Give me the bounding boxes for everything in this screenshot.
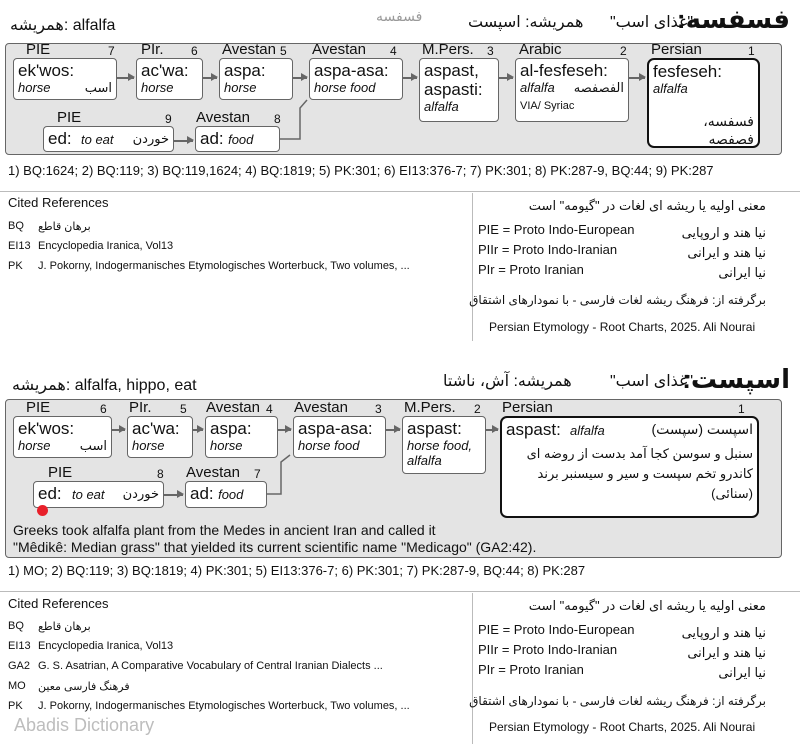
entry2-ref-abbr-5: PK [8, 700, 23, 712]
entry2-legend-abbr-2: PIIr = Proto Indo-Iranian [478, 642, 618, 657]
entry1-ref-text-3: J. Pokorny, Indogermanisches Etymologisches Worterbuck, Two volumes, ... [38, 260, 410, 272]
entry1-lang-4: Avestan [312, 41, 366, 58]
entry1-num-4: 4 [390, 44, 397, 58]
entry2-legend-divider [472, 593, 473, 744]
entry1-node-arabic [515, 58, 629, 122]
entry2-node-pie-gloss: horse [18, 438, 51, 453]
entry2-ref-text-3: G. S. Asatrian, A Comparative Vocabulary of Central Iranian Dialects ... [38, 660, 383, 672]
entry1-node-ad [195, 126, 280, 152]
entry1-num-6: 2 [620, 44, 627, 58]
entry2-lower-num-1: 8 [157, 467, 164, 481]
entry1-node-persian [647, 58, 760, 148]
entry2-node-persian-word: aspast: [506, 420, 561, 439]
entry2-legend-abbr-1: PIE = Proto Indo-European [478, 622, 635, 637]
entry2-node-persian-gloss: alfalfa [570, 423, 605, 438]
entry2-legend-source-fa: برگرفته از: فرهنگ ریشه لغات فارسی - با نمودارهای اشتقاق [469, 694, 766, 708]
entry1-node-pir-word: ac'wa: [141, 61, 189, 80]
entry2-node-mpers-word: aspast: [407, 419, 462, 438]
entry1-ref-text-2: Encyclopedia Iranica, Vol13 [38, 240, 174, 252]
entry2-node-pie-word: ek'wos: [18, 419, 75, 438]
entry2-lower-lang-2: Avestan [186, 464, 240, 481]
entry1-node-ed [43, 126, 174, 152]
entry1-lang-5: M.Pers. [422, 41, 474, 58]
entry1-lang-1: PIE [26, 41, 51, 58]
entry1-refs-title: Cited References [8, 195, 109, 210]
entry2-title: اسپست: [682, 364, 790, 394]
entry2-arrow-7 [164, 494, 183, 496]
entry2-legend-fa-1: نیا هند و اروپایی [681, 625, 766, 640]
entry1-lang-3: Avestan [222, 41, 276, 58]
entry2-cognates: همریشه: آش، ناشتا [443, 373, 572, 390]
entry2-node-pir-gloss: horse [132, 438, 165, 453]
entry1-ref-abbr-1: BQ [8, 220, 24, 232]
entry1-legend-fa-2: نیا هند و ایرانی [687, 245, 766, 260]
entry1-num-7: 1 [748, 44, 755, 58]
entry2-node-avestan-aspa-gloss: horse [210, 438, 243, 453]
entry1-alt-spelling: فسفسه [376, 8, 423, 24]
entry2-node-avestan-aspaasa-word: aspa-asa: [298, 419, 373, 438]
entry1-node-persian-fa2: فصفصه [708, 131, 754, 147]
entry2-arrow-5 [486, 429, 498, 431]
entry2-node-avestan-aspaasa [293, 416, 386, 458]
entry2-node-pie [13, 416, 112, 458]
entry1-node-arabic-gloss: alfalfa [520, 80, 555, 95]
entry2-node-ad [185, 481, 267, 508]
entry2-num-4: 3 [375, 402, 382, 416]
entry1-ref-abbr-2: EI13 [8, 240, 31, 252]
entry2-node-persian [500, 416, 759, 518]
entry2-left-label: alfalfa, hippo, eat :همریشه [12, 377, 197, 394]
entry1-left-label: alfalfa :همریشه [10, 17, 116, 34]
entry2-lang-2: PIr. [129, 399, 152, 416]
entry1-node-avestan-aspaasa [309, 58, 403, 100]
entry1-legend-fa-3: نیا ایرانی [718, 265, 766, 280]
entry2-node-persian-poem1: سنبل و سوسن کجا آمد بدست از روضه ای [526, 446, 753, 461]
entry2-ref-abbr-2: EI13 [8, 640, 31, 652]
entry1-cognates: همریشه: اسپست [468, 14, 584, 31]
entry2-lang-5: M.Pers. [404, 399, 456, 416]
entry2-node-avestan-aspa [205, 416, 278, 458]
entry2-arrow-1 [112, 429, 125, 431]
entry1-node-ad-gloss: food [228, 132, 254, 147]
entry2-node-ed-word: ed: [38, 484, 62, 503]
entry2-sources: 1) MO; 2) BQ:119; 3) BQ:1819; 4) PK:301; 5) EI13:376-7; 6) PK:301; 7) PK:287-9, BQ:44; 8) PK:287 [8, 563, 586, 578]
entry1-node-pie-gloss: horse [18, 80, 51, 95]
entry1-arrow-6 [629, 77, 645, 79]
entry1-node-pie-word: ek'wos: [18, 61, 75, 80]
entry2-node-ed-gloss: to eat [72, 487, 105, 502]
entry1-legend-abbr-2: PIIr = Proto Indo-Iranian [478, 242, 618, 257]
entry1-arrow-2 [203, 77, 217, 79]
entry1-node-mpers-word: aspast, [424, 61, 479, 80]
entry1-node-pir-gloss: horse [141, 80, 174, 95]
entry1-legend-abbr-3: PIr = Proto Iranian [478, 262, 584, 277]
entry1-arrow-7 [174, 140, 193, 142]
entry1-node-avestan-aspaasa-word: aspa-asa: [314, 61, 389, 80]
entry1-node-ed-word: ed: [48, 129, 72, 148]
entry2-legend-source-en: Persian Etymology - Root Charts, 2025. Ali Nourai [489, 720, 756, 734]
entry2-lang-3: Avestan [206, 399, 260, 416]
entry1-legend-heading: معنی اولیه یا ریشه ای لغات در "گیومه" است [528, 198, 766, 213]
entry1-node-ed-gloss: to eat [81, 132, 114, 147]
entry2-node-avestan-aspa-word: aspa: [210, 419, 252, 438]
entry2-node-mpers [402, 416, 486, 474]
entry1-num-1: 7 [108, 44, 115, 58]
entry1-legend-divider [472, 193, 473, 341]
entry1-lower-num-1: 9 [165, 112, 172, 126]
entry1-node-arabic-note: VIA/ Syriac [520, 100, 575, 112]
entry2-lower-lang-1: PIE [48, 464, 73, 481]
entry1-node-ed-fa: خوردن [132, 131, 169, 146]
entry2-node-persian-fa: اسپست (سپست) [651, 421, 753, 437]
entry2-ref-text-4: فرهنگ فارسی معین [38, 681, 130, 693]
entry1-legend-source-fa: برگرفته از: فرهنگ ریشه لغات فارسی - با نمودارهای اشتقاق [469, 293, 766, 307]
entry1-node-mpers-word2: aspasti: [424, 80, 483, 99]
entry2-legend-abbr-3: PIr = Proto Iranian [478, 662, 584, 677]
entry1-lang-7: Persian [651, 41, 702, 58]
entry1-arrow-4 [403, 77, 417, 79]
entry2-note-line1: Greeks took alfalfa plant from the Medes in ancient Iran and called it [13, 522, 436, 538]
entry2-lang-6: Persian [502, 399, 553, 416]
entry1-arrow-5 [499, 77, 513, 79]
entry2-num-1: 6 [100, 402, 107, 416]
entry1-node-pir [136, 58, 203, 100]
entry2-lower-num-2: 7 [254, 467, 261, 481]
entry1-node-persian-fa: فسفسه، [703, 113, 754, 129]
entry1-meaning: "غذای اسب" [610, 14, 694, 31]
entry2-lang-1: PIE [26, 399, 51, 416]
entry2-num-6: 1 [738, 402, 745, 416]
entry2-node-ad-word: ad: [190, 484, 214, 503]
entry2-ref-text-5: J. Pokorny, Indogermanisches Etymologisches Worterbuck, Two volumes, ... [38, 700, 410, 712]
entry1-num-2: 6 [191, 44, 198, 58]
entry2-node-pir [127, 416, 193, 458]
entry2-note-line2: "Mêdikê: Median grass" that yielded its current scientific name "Medicago" (GA2:42). [13, 539, 537, 555]
entry1-node-arabic-fa: الفصفصه [573, 80, 624, 95]
entry1-num-5: 3 [487, 44, 494, 58]
entry1-node-avestan-aspaasa-gloss: horse food [314, 80, 376, 95]
entry1-lang-6: Arabic [519, 41, 562, 58]
entry2-node-ed-fa: خوردن [122, 486, 159, 501]
entry2-legend-fa-3: نیا ایرانی [718, 665, 766, 680]
entry2-num-2: 5 [180, 402, 187, 416]
entry1-num-3: 5 [280, 44, 287, 58]
entry2-ref-abbr-3: GA2 [8, 660, 31, 672]
entry1-lang-2: PIr. [141, 41, 164, 58]
entry2-ref-text-1: برهان قاطع [38, 621, 91, 633]
entry1-node-pie [13, 58, 117, 100]
entry1-lower-num-2: 8 [274, 112, 281, 126]
entry2-num-5: 2 [474, 402, 481, 416]
entry2-node-mpers-gloss2: alfalfa [407, 453, 442, 468]
entry2-node-pie-fa: اسب [79, 438, 107, 453]
entry1-divider [0, 191, 800, 192]
entry1-node-arabic-word: al-fesfeseh: [520, 61, 608, 80]
entry2-node-ed [33, 481, 164, 508]
entry2-legend-fa-2: نیا هند و ایرانی [687, 645, 766, 660]
entry1-ref-text-1: برهان قاطع [38, 221, 91, 233]
entry2-arrow-3 [278, 429, 291, 431]
entry2-ref-abbr-4: MO [8, 680, 26, 692]
entry1-lower-lang-2: Avestan [196, 109, 250, 126]
entry2-num-3: 4 [266, 402, 273, 416]
entry2-node-mpers-gloss: horse food, [407, 438, 473, 453]
entry1-node-avestan-aspa [219, 58, 293, 100]
entry1-legend-fa-1: نیا هند و اروپایی [681, 225, 766, 240]
entry2-refs-title: Cited References [8, 596, 109, 611]
entry2-node-persian-poem3: (سنائی) [711, 486, 753, 501]
entry2-node-avestan-aspaasa-gloss: horse food [298, 438, 360, 453]
entry2-node-pir-word: ac'wa: [132, 419, 180, 438]
entry1-legend-source-en: Persian Etymology - Root Charts, 2025. Ali Nourai [489, 320, 756, 334]
entry1-title: فسفسه: [676, 4, 790, 34]
entry1-node-persian-gloss: alfalfa [653, 81, 688, 96]
entry1-node-avestan-aspa-gloss: horse [224, 80, 257, 95]
entry1-node-ad-word: ad: [200, 129, 224, 148]
entry1-node-mpers-gloss: alfalfa [424, 99, 459, 114]
entry1-node-mpers [419, 58, 499, 122]
entry2-lang-4: Avestan [294, 399, 348, 416]
entry2-arrow-4 [386, 429, 400, 431]
entry2-node-ad-gloss: food [218, 487, 244, 502]
entry1-lower-lang-1: PIE [57, 109, 82, 126]
entry1-node-persian-word: fesfeseh: [653, 62, 722, 81]
entry1-node-avestan-aspa-word: aspa: [224, 61, 266, 80]
entry2-divider [0, 591, 800, 592]
entry1-arrow-3 [293, 77, 307, 79]
marker-dot [37, 505, 48, 516]
entry2-ref-abbr-1: BQ [8, 620, 24, 632]
entry2-legend-heading: معنی اولیه یا ریشه ای لغات در "گیومه" است [528, 598, 766, 613]
entry2-node-persian-poem2: کاندرو تخم سپست و سیر و سیسنبر برند [537, 466, 753, 481]
entry1-legend-abbr-1: PIE = Proto Indo-European [478, 222, 635, 237]
entry1-ref-abbr-3: PK [8, 260, 23, 272]
watermark: Abadis Dictionary [14, 715, 155, 735]
entry2-meaning: "غذای اسب" [610, 373, 694, 390]
entry2-arrow-2 [193, 429, 203, 431]
entry2-ref-text-2: Encyclopedia Iranica, Vol13 [38, 640, 174, 652]
entry1-node-pie-fa: اسب [84, 80, 112, 95]
entry1-sources: 1) BQ:1624; 2) BQ:119; 3) BQ:119,1624; 4) BQ:1819; 5) PK:301; 6) EI13:376-7; 7) PK:301; 8) PK:287-9, BQ:44; 9) PK:287 [8, 163, 714, 178]
entry1-arrow-1 [117, 77, 134, 79]
